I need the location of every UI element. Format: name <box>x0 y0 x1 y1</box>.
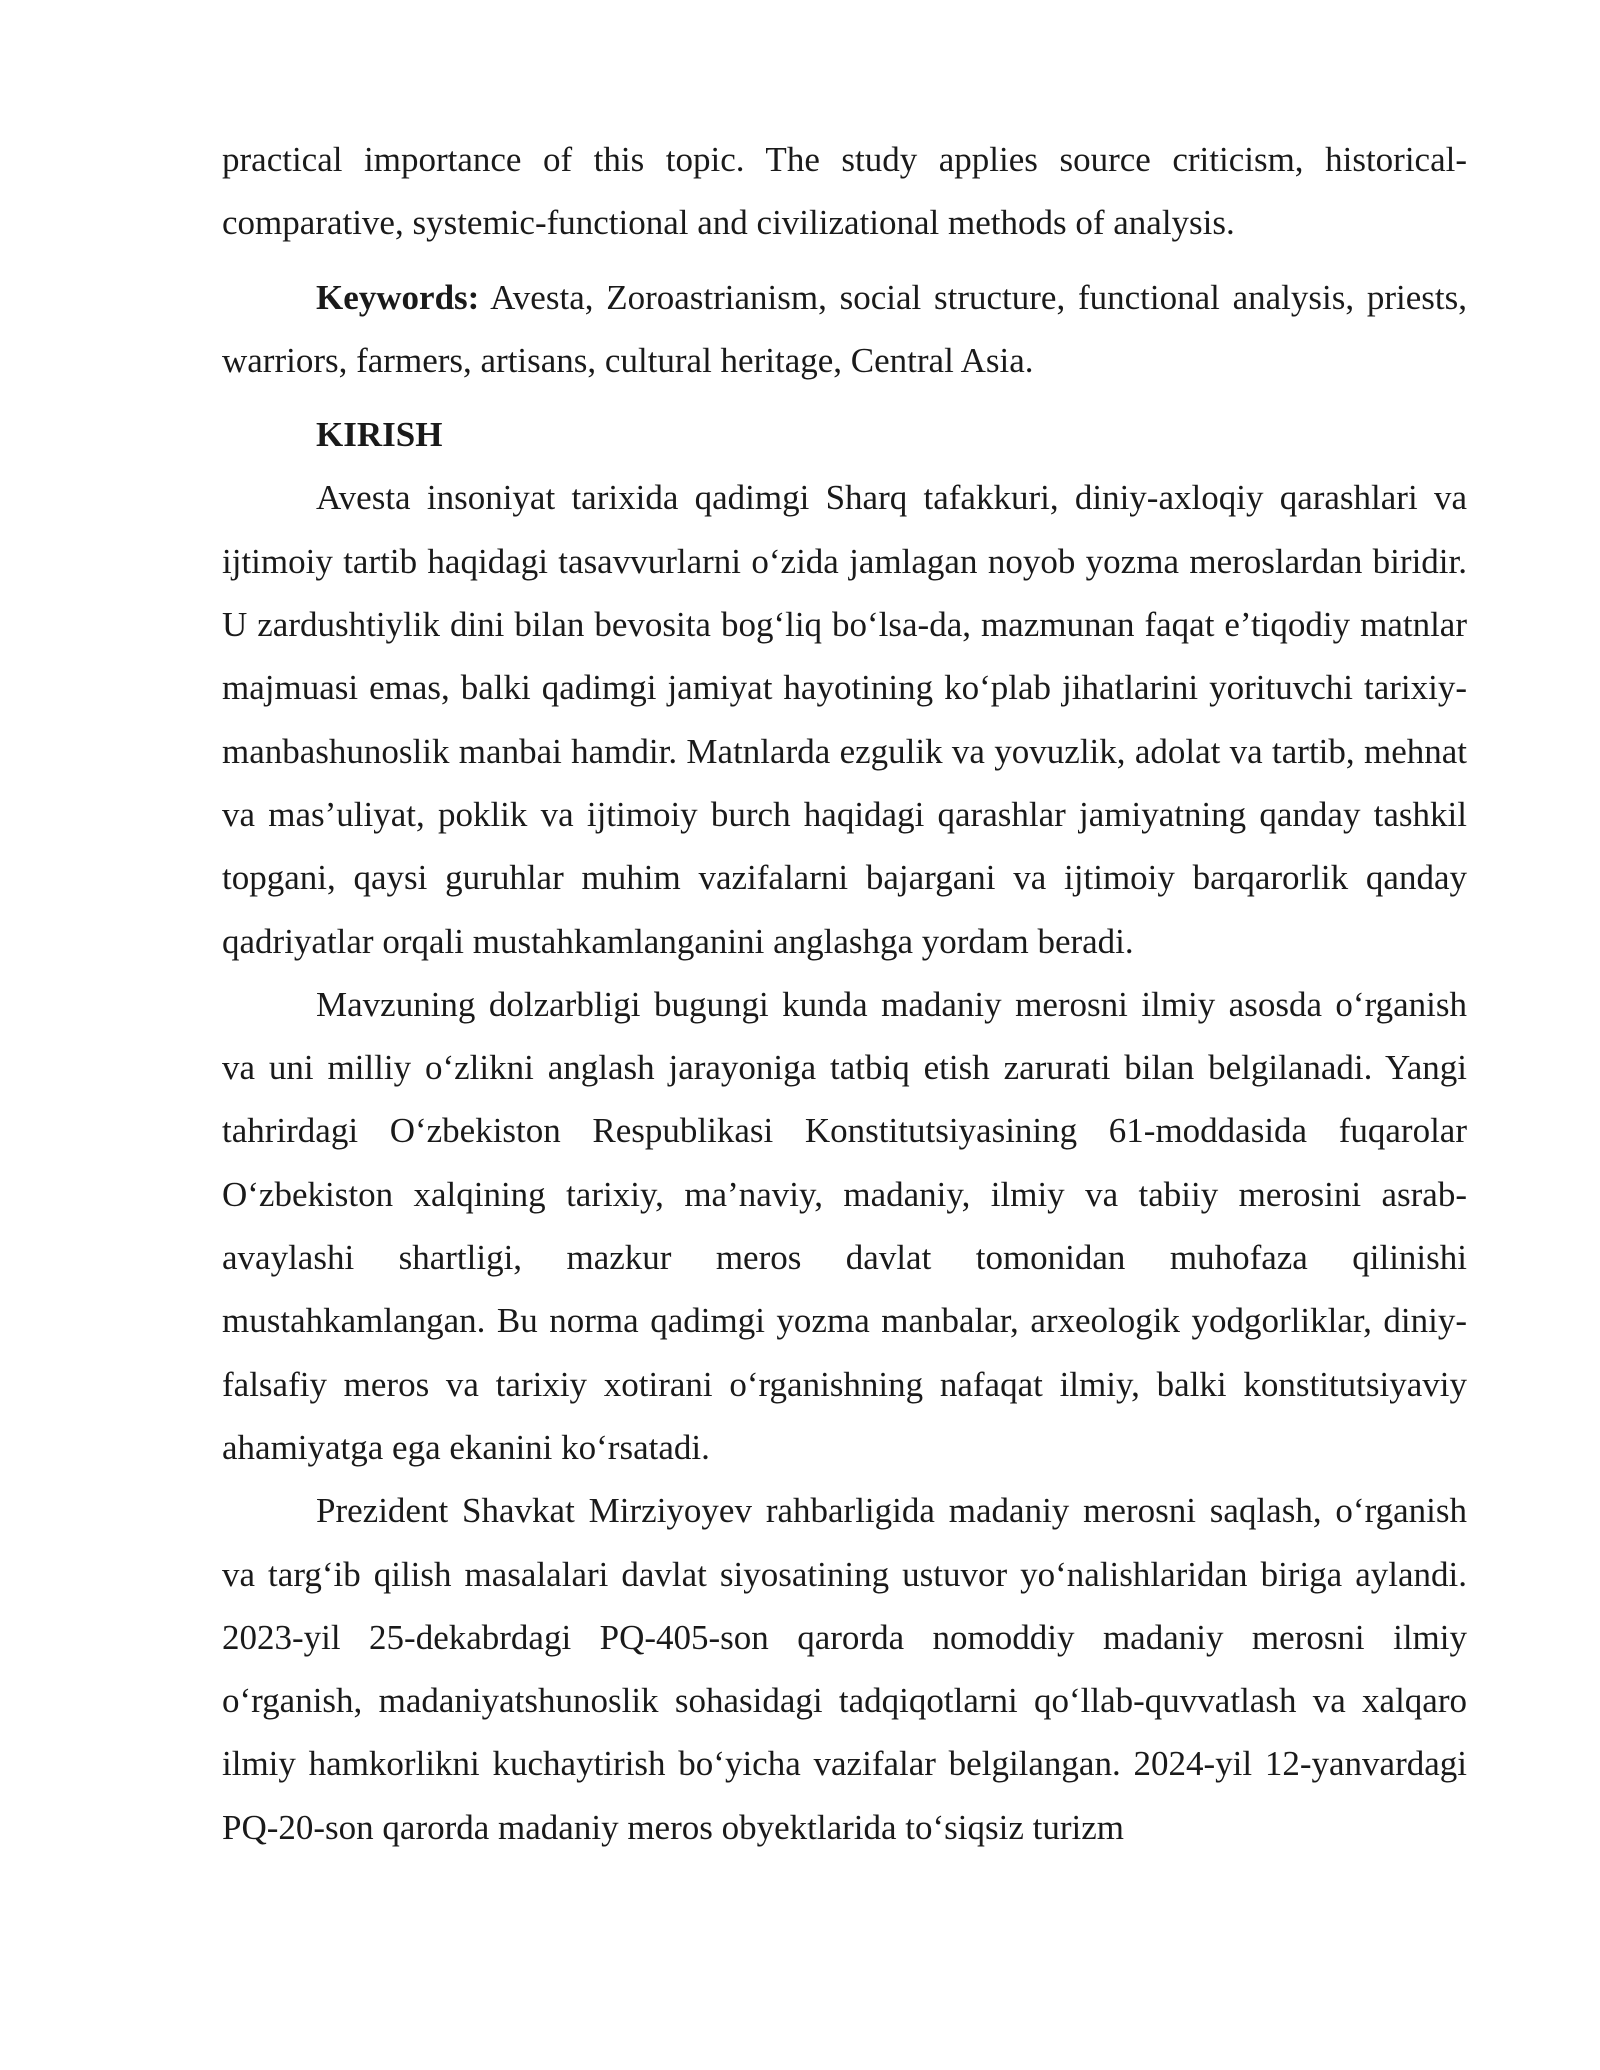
section-heading: KIRISH <box>316 415 443 455</box>
abstract-continuation: practical importance of this topic. The study applies source criticism, historical-comparative, systemic-functional and civilizational methods of analysis. <box>222 140 1467 243</box>
keywords-label: Keywords: <box>316 277 480 317</box>
keywords-list: Avesta, Zoroastrianism, social structure, functional analysis, priests, warriors, farmers, artisans, cultural heritage, Central Asia. <box>222 277 1467 380</box>
keywords-paragraph <box>222 266 1467 393</box>
document-page <box>222 128 1467 1859</box>
body-paragraph-3: Prezident Shavkat Mirziyoyev rahbarligida madaniy merosni saqlash, o‘rganish va targ‘ib qilish masalalari davlat siyosatining ustuvor yo‘nalishlaridan biriga aylandi. 2023-yil 25-dekabrdagi PQ-405-son qarorda nomoddiy madaniy merosni ilmiy o‘rganish, madaniyatshunoslik sohasidagi tadqiqotlarni qo‘llab-quvvatlash va xalqaro ilmiy hamkorlikni kuchaytirish bo‘yicha vazifalar belgilangan. 2024-yil 12-yanvardagi PQ-20-son qarorda madaniy meros obyektlarida to‘siqsiz turizm <box>222 1491 1467 1847</box>
body-paragraph-2: Mavzuning dolzarbligi bugungi kunda madaniy merosni ilmiy asosda o‘rganish va uni milliy o‘zlikni anglash jarayoniga tatbiq etish zarurati bilan belgilanadi. Yangi tahrirdagi O‘zbekiston Respublikasi Konstitutsiyasining 61-moddasida fuqarolar O‘zbekiston xalqining tarixiy, ma’naviy, madaniy, ilmiy va tabiiy merosini asrab-avaylashi shartligi, mazkur meros davlat tomonidan muhofaza qilinishi mustahkamlangan. Bu norma qadimgi yozma manbalar, arxeologik yodgorliklar, diniy-falsafiy meros va tarixiy xotirani o‘rganishning nafaqat ilmiy, balki konstitutsiyaviy ahamiyatga ega ekanini ko‘rsatadi. <box>222 984 1467 1467</box>
body-paragraph-1: Avesta insoniyat tarixida qadimgi Sharq tafakkuri, diniy-axloqiy qarashlari va ijtimoiy tartib haqidagi tasavvurlarni o‘zida jamlagan noyob yozma meroslardan biridir. U zardushtiylik dini bilan bevosita bog‘liq bo‘lsa-da, mazmunan faqat e’tiqodiy matnlar majmuasi emas, balki qadimgi jamiyat hayotining ko‘plab jihatlarini yorituvchi tarixiy-manbashunoslik manbai hamdir. Matnlarda ezgulik va yovuzlik, adolat va tartib, mehnat va mas’uliyat, poklik va ijtimoiy burch haqidagi qarashlar jamiyatning qanday tashkil topgani, qaysi guruhlar muhim vazifalarni bajargani va ijtimoiy barqarorlik qanday qadriyatlar orqali mustahkamlanganini anglashga yordam beradi. <box>222 478 1467 961</box>
